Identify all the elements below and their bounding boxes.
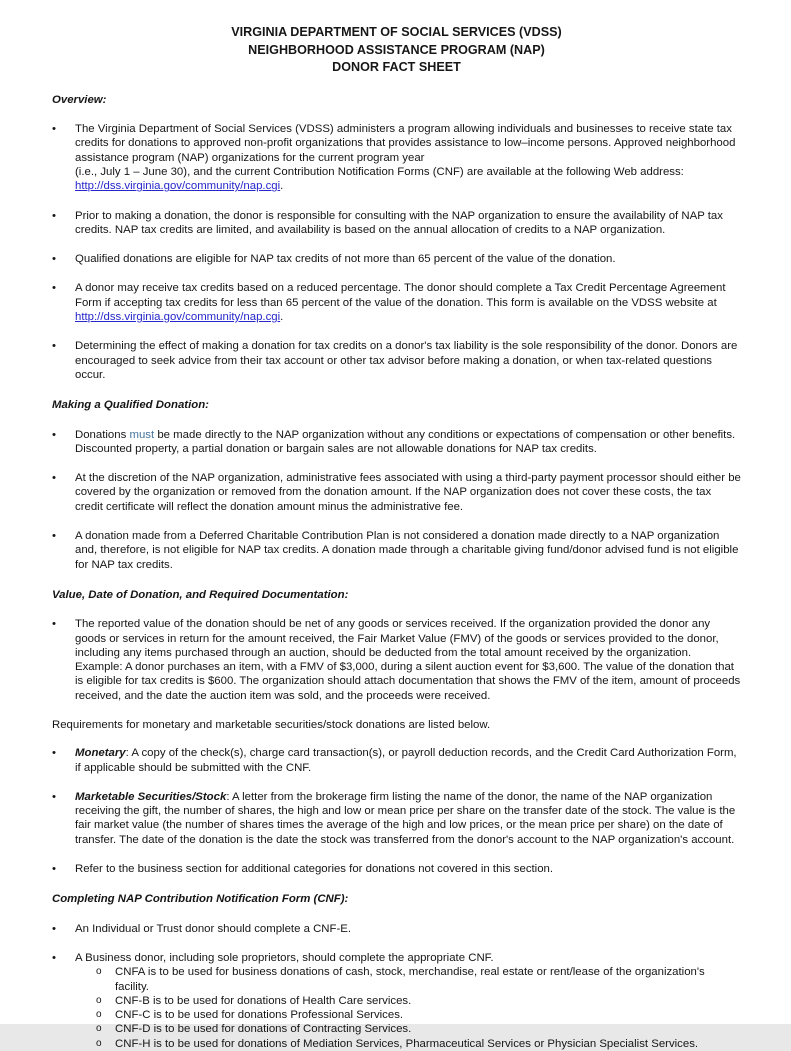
- donations-post: be made directly to the NAP organization without any conditions or expectations of compensation or other benefits. Discounted property, a partial donation or bargain sales are not allowable donations for NAP tax credits.: [75, 428, 736, 455]
- donations-pre: Donations: [75, 428, 130, 441]
- bullet-text: [75, 428, 741, 457]
- section-heading-making-donation: Making a Qualified Donation:: [52, 399, 209, 412]
- nap-cnf-link[interactable]: http://dss.virginia.gov/community/nap.cgi: [75, 180, 281, 193]
- bullet-icon: •: [52, 253, 56, 266]
- list-item: [52, 922, 741, 936]
- overview-b4-part1: A donor may receive tax credits based on a reduced percentage. The donor should complete a Tax Credit Percentage Agreement Form if accepting tax credits for less than 65 percent of the value of the donation. This form is available on the VDSS website at: [75, 282, 726, 309]
- sub-list-item: [75, 1008, 741, 1022]
- bullet-icon: •: [52, 123, 56, 136]
- bullet-text: [75, 281, 741, 324]
- sub-bullet-text: CNF-H is to be used for donations of Mediation Services, Pharmaceutical Services or Physician Specialist Services.: [115, 1037, 699, 1050]
- overview-b1-part2: (i.e., July 1 – June 30), and the current Contribution Notification Forms (CNF) are available at the following Web address:: [75, 165, 684, 178]
- bullet-text: At the discretion of the NAP organization, administrative fees associated with using a third-party payment processor should either be covered by the organization or removed from the donation amount. If the NAP organization does not cover these costs, the tax credit certificate will reflect the donation amount minus the administrative fee.: [75, 472, 741, 513]
- circle-bullet-icon: o: [96, 1009, 102, 1021]
- sub-list-item: [75, 1022, 741, 1036]
- bullet-text: An Individual or Trust donor should complete a CNF-E.: [75, 922, 352, 935]
- bullet-text: [75, 951, 741, 1051]
- list-item: [52, 281, 741, 324]
- bullet-text: Determining the effect of making a donation for tax credits on a donor's tax liability is the sole responsibility of the donor. Donors are encouraged to seek advice from their tax account or other tax advisor before making a donation, or when tax-related questions occur.: [75, 340, 738, 381]
- sub-bullet-text: CNF-B is to be used for donations of Health Care services.: [115, 994, 412, 1007]
- list-item: [52, 790, 741, 847]
- circle-bullet-icon: o: [96, 994, 102, 1006]
- securities-sep: :: [226, 790, 233, 803]
- securities-text: A letter from the brokerage firm listing the name of the donor, the name of the NAP organization receiving the gift, the number of shares, the high and low or mean price per share on the transfer date of the stock. The value is the fair market value (the number of shares times the average of the high and low prices, or the mean price per share) on the date of transfer. The date of the donation is the date the stock was transferred from the donor's account to the NAP organization's account.: [75, 790, 736, 846]
- monetary-term: Monetary: [75, 747, 126, 760]
- bullet-icon: •: [52, 340, 56, 353]
- monetary-text: A copy of the check(s), charge card transaction(s), or payroll deduction records, and the Credit Card Authorization Form, if applicable should be submitted with the CNF.: [75, 747, 737, 774]
- bullet-icon: •: [52, 922, 56, 935]
- list-item: [52, 529, 741, 572]
- bullet-icon: •: [52, 618, 56, 631]
- bullet-icon: •: [52, 530, 56, 543]
- section-heading-completing-cnf: Completing NAP Contribution Notification Form (CNF):: [52, 893, 349, 906]
- monetary-sep: :: [125, 747, 132, 760]
- bullet-text: [75, 790, 741, 847]
- list-item: [52, 617, 741, 703]
- sub-list-item: [75, 965, 741, 994]
- bullet-icon: •: [52, 209, 56, 222]
- title-line-program: NEIGHBORHOOD ASSISTANCE PROGRAM (NAP): [248, 42, 545, 57]
- bullet-text: Qualified donations are eligible for NAP tax credits of not more than 65 percent of the value of the donation.: [75, 253, 616, 266]
- sub-bullet-text: CNF-D is to be used for donations of Contracting Services.: [115, 1023, 412, 1036]
- overview-b1-part1: The Virginia Department of Social Services (VDSS) administers a program allowing individuals and businesses to receive state tax credits for donations to approved non-profit organizations that provides assistance to low–income persons. Approved neighborhood assistance program (NAP) organizations for the current program year: [75, 123, 736, 164]
- bullet-icon: •: [52, 951, 56, 964]
- sub-list-item: [75, 994, 741, 1008]
- bullet-text: Refer to the business section for additional categories for donations not covered in this section.: [75, 863, 554, 876]
- list-item: [52, 122, 741, 193]
- bullet-text: Prior to making a donation, the donor is responsible for consulting with the NAP organization to ensure the availability of NAP tax credits. NAP tax credits are limited, and availability is based on the annual allocation of credits to a NAP organization.: [75, 209, 723, 236]
- list-item: [52, 209, 741, 238]
- bullet-icon: •: [52, 747, 56, 760]
- section-heading-value-date: Value, Date of Donation, and Required Documentation:: [52, 588, 349, 601]
- must-emphasis: must: [129, 428, 155, 441]
- circle-bullet-icon: o: [96, 1037, 102, 1049]
- list-item: [52, 862, 741, 876]
- list-item: [52, 252, 741, 266]
- list-item: [52, 951, 741, 1051]
- bullet-icon: •: [52, 282, 56, 295]
- list-item: [52, 339, 741, 382]
- bullet-icon: •: [52, 790, 56, 803]
- section-heading-overview: Overview:: [52, 93, 107, 106]
- requirements-paragraph: Requirements for monetary and marketable securities/stock donations are listed below.: [52, 718, 491, 731]
- title-line-agency: VIRGINIA DEPARTMENT OF SOCIAL SERVICES (VDSS): [231, 25, 562, 39]
- bullet-text: [75, 122, 741, 193]
- document-title: [52, 24, 741, 77]
- list-item: [52, 746, 741, 775]
- bullet-icon: •: [52, 472, 56, 485]
- list-item: [52, 471, 741, 514]
- circle-bullet-icon: o: [96, 1023, 102, 1035]
- bullet-text: A donation made from a Deferred Charitable Contribution Plan is not considered a donation made directly to a NAP organization and, therefore, is not eligible for NAP tax credits. A donation made through a charitable giving fund/donor advised fund is not eligible for NAP tax credits.: [75, 530, 739, 571]
- list-item: [52, 428, 741, 457]
- sub-list-item: [75, 1037, 741, 1051]
- sub-bullet-text: CNF-C is to be used for donations Professional Services.: [115, 1009, 404, 1022]
- business-donor-text: A Business donor, including sole proprietors, should complete the appropriate CNF.: [75, 951, 494, 964]
- sub-bullet-text: CNFA is to be used for business donations of cash, stock, merchandise, real estate or rent/lease of the organization's facility.: [115, 966, 705, 993]
- securities-term: Marketable Securities/Stock: [75, 790, 227, 803]
- overview-b4-period: .: [280, 311, 284, 324]
- bullet-text: [75, 746, 741, 775]
- bullet-icon: •: [52, 863, 56, 876]
- title-line-doctype: DONOR FACT SHEET: [332, 60, 461, 75]
- circle-bullet-icon: o: [96, 966, 102, 978]
- bullet-icon: •: [52, 428, 56, 441]
- bullet-text: The reported value of the donation should be net of any goods or services received. If the organization provided the donor any goods or services in return for the amount received, the Fair Market Value (FMV) of the goods or services provided to the donor, including any items purchased through an auction, should be deducted from the total amount received by the organization. Example: A donor purchases an item, with a FMV of $3,000, during a silent auction event for $3,600. The value of the donation that is eligible for tax credits is $600. The organization should attach documentation that shows the FMV of the item, amount of proceeds received, and the date the auction item was sold, and the proceeds were received.: [75, 618, 741, 702]
- nap-cnf-link[interactable]: http://dss.virginia.gov/community/nap.cgi: [75, 311, 281, 324]
- overview-b1-period: .: [280, 180, 284, 193]
